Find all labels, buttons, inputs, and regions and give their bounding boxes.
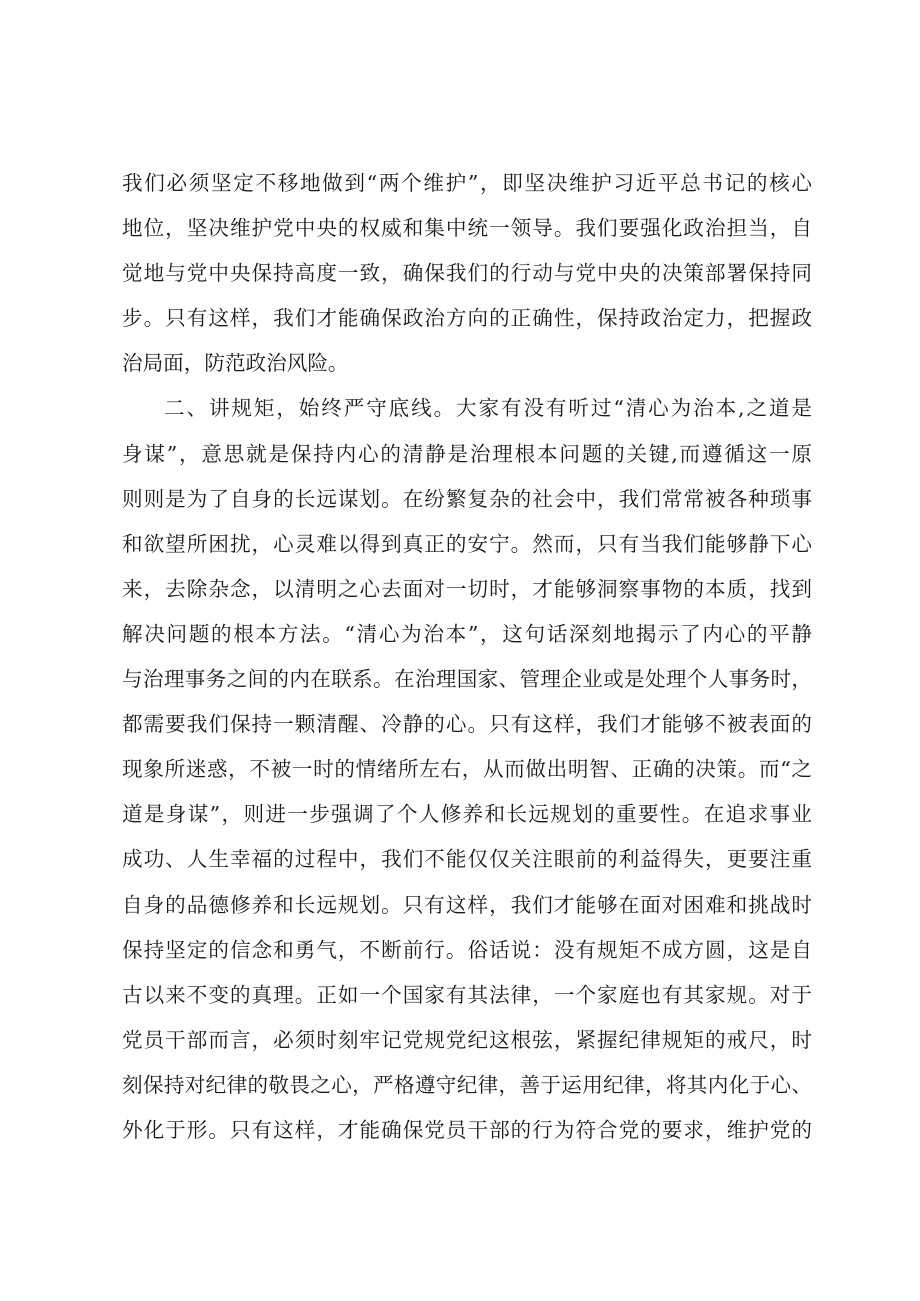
text-line: 地位，坚决维护党中央的权威和集中统一领导。我们要强化政治担当，自 xyxy=(122,216,812,241)
text-line: 来，去除杂念，以清明之心去面对一切时，才能够洞察事物的本质，找到 xyxy=(122,576,812,601)
text-line: 身谋”，意思就是保持内心的清静是治理根本问题的关键,而遵循这一原 xyxy=(122,441,812,466)
section-heading-line: 二、讲规矩，始终严守底线。大家有没有听过“清心为治本,之道是 xyxy=(164,396,812,421)
text-line: 保持坚定的信念和勇气，不断前行。俗话说：没有规矩不成方圆，这是自 xyxy=(122,937,812,962)
text-line: 古以来不变的真理。正如一个国家有其法律，一个家庭也有其家规。对于 xyxy=(122,982,812,1007)
text-line: 外化于形。只有这样，才能确保党员干部的行为符合党的要求，维护党的 xyxy=(122,1117,812,1142)
text-line: 成功、人生幸福的过程中，我们不能仅仅关注眼前的利益得失，更要注重 xyxy=(122,847,812,872)
text-line: 与治理事务之间的内在联系。在治理国家、管理企业或是处理个人事务时， xyxy=(122,667,812,692)
text-line: 刻保持对纪律的敬畏之心，严格遵守纪律，善于运用纪律，将其内化于心、 xyxy=(122,1072,812,1097)
text-line: 党员干部而言，必须时刻牢记党规党纪这根弦，紧握纪律规矩的戒尺，时 xyxy=(122,1027,812,1052)
text-line: 则则是为了自身的长远谋划。在纷繁复杂的社会中，我们常常被各种琐事 xyxy=(122,486,812,511)
text-line: 步。只有这样，我们才能确保政治方向的正确性，保持政治定力，把握政 xyxy=(122,306,812,331)
text-line: 和欲望所困扰，心灵难以得到真正的安宁。然而，只有当我们能够静下心 xyxy=(122,531,812,556)
paragraph-2 xyxy=(122,386,812,1153)
text-line: 解决问题的根本方法。“清心为治本”，这句话深刻地揭示了内心的平静 xyxy=(122,621,812,646)
text-line: 现象所迷惑，不被一时的情绪所左右，从而做出明智、正确的决策。而“之 xyxy=(122,757,812,782)
text-line: 自身的品德修养和长远规划。只有这样，我们才能够在面对困难和挑战时 xyxy=(122,892,812,917)
text-line: 觉地与党中央保持高度一致，确保我们的行动与党中央的决策部署保持同 xyxy=(122,261,812,286)
paragraph-1 xyxy=(122,161,812,386)
text-line: 治局面，防范政治风险。 xyxy=(122,351,349,376)
text-line: 都需要我们保持一颗清醒、冷静的心。只有这样，我们才能够不被表面的 xyxy=(122,712,812,737)
text-line: 道是身谋”，则进一步强调了个人修养和长远规划的重要性。在追求事业 xyxy=(122,802,812,827)
document-body xyxy=(122,161,812,1153)
text-line: 我们必须坚定不移地做到“两个维护”，即坚决维护习近平总书记的核心 xyxy=(122,171,812,195)
